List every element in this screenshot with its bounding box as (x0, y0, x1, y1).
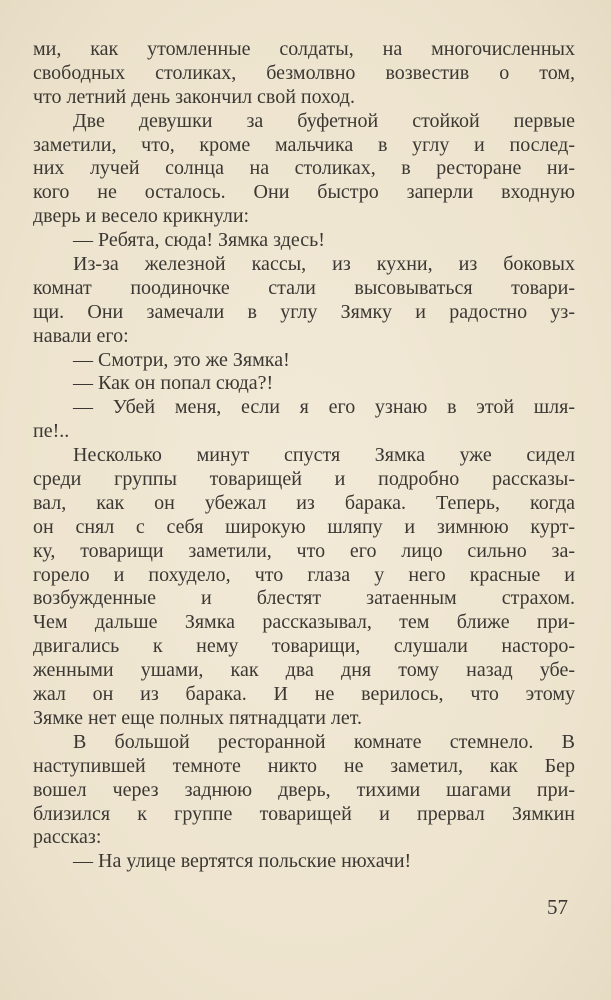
text-line: них лучей солнца на столиках, в ресторане ни- (33, 157, 575, 180)
paragraph (33, 229, 575, 253)
paragraph (33, 349, 575, 373)
text-line: ку, товарищи заметили, что его лицо сильно за- (33, 539, 575, 562)
paragraph (33, 850, 575, 874)
paragraph (33, 372, 575, 396)
text-line: пе!.. (33, 420, 70, 443)
page-text (33, 38, 575, 874)
text-line: двигались к нему товарищи, слушали насторо- (33, 635, 575, 658)
text-line: что летний день закончил свой поход. (33, 85, 355, 108)
text-line: вошел через заднюю дверь, тихими шагами при- (33, 778, 575, 801)
text-line: ми, как утомленные солдаты, на многочисленных (33, 38, 575, 60)
paragraph (33, 38, 575, 110)
text-line: — Как он попал сюда?! (73, 372, 274, 395)
paragraph (33, 444, 575, 731)
text-line: свободных столиках, безмолвно возвестив о том, (33, 61, 575, 84)
text-line: — Убей меня, если я его узнаю в этой шля- (73, 396, 575, 419)
text-line: В большой ресторанной комнате стемнело. В (73, 730, 575, 753)
text-line: Из-за железной кассы, из кухни, из боковых (73, 253, 575, 276)
text-line: навали его: (33, 324, 129, 347)
text-line: Несколько минут спустя Зямка уже сидел (73, 444, 575, 467)
paragraph (33, 110, 575, 229)
text-line: — Смотри, это же Зямка! (73, 348, 290, 371)
paragraph (33, 731, 575, 850)
paragraph (33, 253, 575, 349)
text-line: Две девушки за буфетной стойкой первые (73, 109, 575, 132)
text-line: — Ребята, сюда! Зямка здесь! (73, 229, 325, 252)
text-line: женными ушами, как два дня тому назад убе- (33, 659, 575, 682)
text-line: щи. Они замечали в углу Зямку и радостно уз- (33, 300, 575, 323)
text-line: наступившей темноте никто не заметил, как Бер (33, 754, 575, 777)
text-line: Чем дальше Зямка рассказывал, тем ближе при- (33, 611, 575, 634)
text-line: горело и похудело, что глаза у него красные и (33, 563, 575, 586)
text-line: среди группы товарищей и подробно рассказы- (33, 468, 575, 491)
text-line: кого не осталось. Они быстро заперли входную (33, 181, 575, 204)
page-number: 57 (547, 895, 568, 919)
text-line: комнат поодиночке стали высовываться товари- (33, 276, 575, 299)
text-line: рассказ: (33, 826, 102, 849)
text-line: вал, как он убежал из барака. Теперь, когда (33, 491, 575, 514)
text-line: возбужденные и блестят затаенным страхом. (33, 587, 575, 610)
text-line: Зямке нет еще полных пятнадцати лет. (33, 706, 363, 729)
text-line: жал он из барака. И не верилось, что этому (33, 683, 575, 706)
text-line: близился к группе товарищей и прервал Зямкин (33, 802, 575, 825)
text-line: — На улице вертятся польские нюхачи! (73, 850, 412, 873)
paragraph (33, 396, 575, 444)
text-line: заметили, что, кроме мальчика в углу и послед- (33, 133, 575, 156)
text-line: дверь и весело крикнули: (33, 205, 250, 228)
text-line: он снял с себя широкую шляпу и зимнюю курт- (33, 515, 575, 538)
